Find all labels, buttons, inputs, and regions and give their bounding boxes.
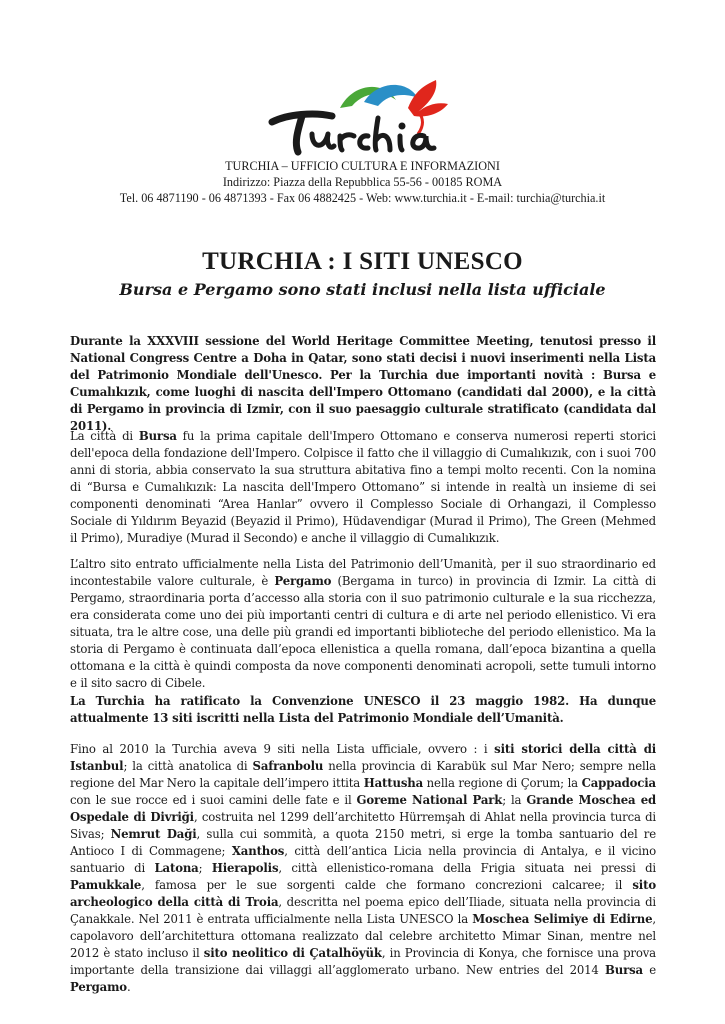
bursa-paragraph <box>70 428 656 547</box>
site-name: Moschea Selimiye di Edirne <box>472 912 653 926</box>
sites-list-paragraph <box>70 741 656 996</box>
pergamo-text: (Bergama in turco) in provincia di Izmir. La città di Pergamo, straordinaria porta d’accesso alla storia con il suo patrimonio culturale e la sua ricchezza, era considerata come uno dei più importanti centri di cultura e di arte nel periodo ellenistico. Vi era situata, tra le altre cose, una delle più grandi ed importanti biblioteche del periodo ellenistico. Ma la storia di Pergamo è continuata dall’epoca ellenistica a quella romana, dall’epoca bizantina a quella ottomana e la città è quindi composta da nove componenti denominati acropoli, sette tumuli intorno e il sito sacro di Cibele. <box>70 574 656 690</box>
convention-text: La Turchia ha ratificato la Convenzione UNESCO il 23 maggio 1982. Ha dunque attualmente 13 siti iscritti nella Lista del Patrimonio Mondiale dell’Umanità. <box>70 694 656 725</box>
list-text: , città dell’antica Licia nella provincia di Antalya, e il vicino santuario di <box>70 844 656 875</box>
list-text: ; la città anatolica di <box>123 759 253 773</box>
office-address: Indirizzo: Piazza della Repubblica 55-56 - 00185 ROMA <box>222 175 503 189</box>
pergamo-paragraph <box>70 556 656 692</box>
list-text: , descritta nel poema epico dell’Iliade, situata nella provincia di Çanakkale. Nel 2011 è entrata ufficialmente nella Lista UNESCO la <box>70 895 656 926</box>
list-text: , in Provincia di Konya, che fornisce una prova importante della transizione dai villaggi all’agglomerato urbano. New entries del 2014 <box>70 946 656 977</box>
list-text: e <box>642 963 656 977</box>
bursa-highlight: Bursa <box>138 429 177 443</box>
list-text: , capolavoro dell’architettura ottomana realizzato dal celebre architetto Mimar Sinan, mentre nel 2012 è stato incluso il <box>70 912 656 960</box>
pergamo-text: L’altro sito entrato ufficialmente nella Lista del Patrimonio dell’Umanità, per il suo straordinario ed incontestabile valore culturale, è <box>70 557 656 588</box>
site-name: Pamukkale <box>70 878 142 892</box>
bursa-text: La città di <box>70 429 139 443</box>
office-name: TURCHIA – UFFICIO CULTURA E INFORMAZIONI <box>225 159 500 173</box>
list-text: , costruita nel 1299 dell’architetto Hürremşah di Ahlat nella provincia turca di Sivas; <box>70 810 657 841</box>
site-name: Cappadocia <box>581 776 656 790</box>
list-text: , famosa per le sue sorgenti calde che formano concrezioni calcaree; il <box>141 878 633 892</box>
site-name: Hierapolis <box>211 861 279 875</box>
page-subtitle: Bursa e Pergamo sono stati inclusi nella lista ufficiale <box>119 280 606 299</box>
list-text: nella regione di Çorum; la <box>423 776 582 790</box>
site-name: Xanthos <box>231 844 285 858</box>
site-name: Safranbolu <box>252 759 324 773</box>
office-contacts: Tel. 06 4871190 - 06 4871393 - Fax 06 4882425 - Web: www.turchia.it - E-mail: turchia@turchia.it <box>119 191 606 205</box>
list-text: ; la <box>502 793 527 807</box>
site-name: siti storici della città di Istanbul <box>70 742 657 773</box>
page-title: TURCHIA : I SITI UNESCO <box>202 248 523 275</box>
list-text: Fino al 2010 la Turchia aveva 9 siti nella Lista ufficiale, ovvero : i <box>70 742 495 756</box>
site-name: Latona <box>154 861 199 875</box>
list-text: . <box>126 980 131 994</box>
site-name: Hattusha <box>363 776 424 790</box>
intro-text: Durante la XXXVIII sessione del World Heritage Committee Meeting, tenutosi presso il National Congress Centre a Doha in Qatar, sono stati decisi i nuovi inserimenti nella Lista del Patrimonio Mondiale dell'Unesco. Per la Turchia due importanti novità : Bursa e Cumalıkızık, come luoghi di nascita dell'Impero Ottomano (candidati dal 2000), e la città di Pergamo in provincia di Izmir, con il suo paesaggio culturale stratificato (candidata dal 2011). <box>70 334 656 433</box>
turchia-logo <box>268 78 458 160</box>
pergamo-highlight: Pergamo <box>274 574 332 588</box>
site-name: sito archeologico della città di Troia <box>70 878 656 909</box>
site-name: Goreme National Park <box>356 793 503 807</box>
site-name: Grande Moschea ed Ospedale di Divriği <box>70 793 657 824</box>
site-name: Nemrut Daği <box>110 827 197 841</box>
turchia-logo-graphic <box>268 78 458 160</box>
convention-paragraph <box>70 693 656 727</box>
list-text: nella provincia di Karabük sul Mar Nero; sempre nella regione del Mar Nero la capitale dell’impero ittita <box>70 759 656 790</box>
intro-paragraph <box>70 333 656 435</box>
bursa-text: fu la prima capitale dell'Impero Ottomano e conserva numerosi reperti storici dell'epoca della fondazione dell'Impero. Colpisce il fatto che il villaggio di Cumalıkızık, con i suoi 700 anni di storia, abbia conservato la sua struttura abitativa fino a tempi molto recenti. Con la nomina di “Bursa e Cumalıkızık: La nascita dell'Impero Ottomano” si intende in realtà un insieme di sei componenti denominati “Area Hanlar” ovvero il Complesso Sociale di Orhangazi, il Complesso Sociale di Yıldırım Beyazid (Beyazid il Primo), Hüdavendigar (Murad il Primo), The Green (Mehmed il Primo), Muradiye (Murad il Secondo) e anche il villaggio di Cumalıkızık. <box>70 429 656 545</box>
site-name: Pergamo <box>70 980 127 994</box>
site-name: sito neolitico di Çatalhöyük <box>203 946 382 960</box>
site-name: Bursa <box>605 963 643 977</box>
list-text: , città ellenistico-romana della Frigia situata nei pressi di <box>278 861 656 875</box>
list-text: con le sue rocce ed i suoi camini delle fate e il <box>70 793 357 807</box>
list-text: ; <box>198 861 212 875</box>
list-text: , sulla cui sommità, a quota 2150 metri, si erge la tomba santuario del re Antioco I di Commagene; <box>70 827 657 858</box>
